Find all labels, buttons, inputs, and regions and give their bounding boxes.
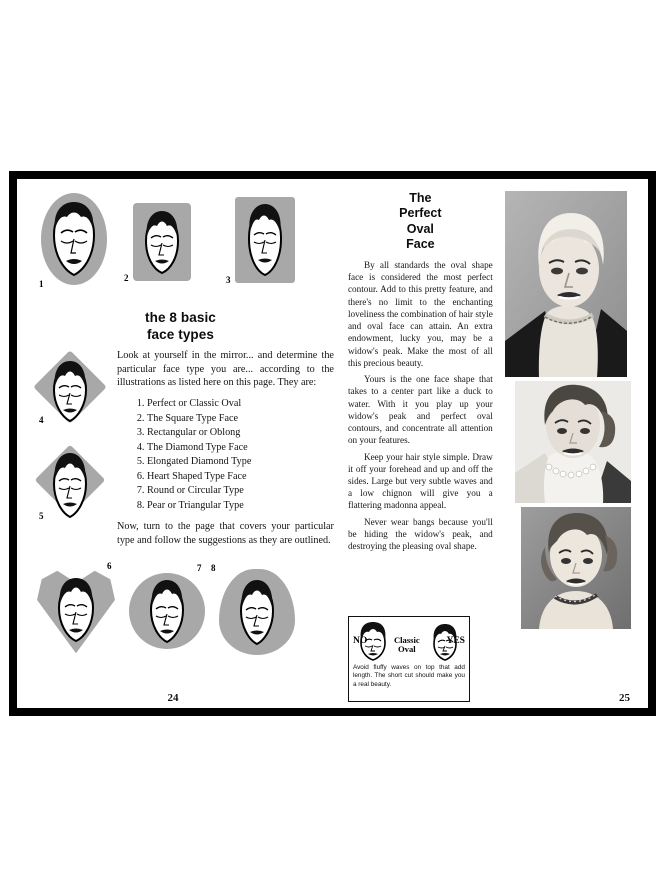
inset-caption: Avoid fluffy waves on top that add length. The short cut should make you a real beauty. xyxy=(352,664,465,688)
face-figure-2 xyxy=(124,203,191,283)
list-item: 3. Rectangular or Oblong xyxy=(147,426,334,440)
right-page-title xyxy=(348,191,493,252)
face-figure-number: 6 xyxy=(107,561,112,572)
face-figure-number: 5 xyxy=(39,510,44,521)
page-number-right: 25 xyxy=(618,692,630,704)
classic-oval-inset-box xyxy=(348,616,470,702)
photo-blonde-short-curls xyxy=(505,191,627,377)
photo-column xyxy=(499,189,638,708)
photograph-artwork xyxy=(521,507,631,629)
list-item: 4. The Diamond Type Face xyxy=(147,441,334,455)
face-figure-5 xyxy=(35,445,105,525)
face-illustration xyxy=(129,569,205,653)
right-body-text xyxy=(348,259,493,552)
list-item: 1. Perfect or Classic Oval xyxy=(147,397,334,411)
inset-center-label xyxy=(394,636,420,654)
face-illustration xyxy=(133,203,191,281)
face-illustration xyxy=(35,445,105,525)
inset-label-no: NO xyxy=(352,636,368,646)
list-item: 2. The Square Type Face xyxy=(147,412,334,426)
right-text-column xyxy=(348,189,499,708)
face-figure-7 xyxy=(129,563,205,653)
title-line-3: Oval xyxy=(406,221,434,236)
paragraph: By all standards the oval shape face is considered the most perfect contour. Add to this pretty feature, and there's no limit to the enchanting loveliness the combination of hair style and oval face can attain. An extra endowment, lucky you, may be a widow's peak. Make the most of all this precious beauty. xyxy=(347,260,493,368)
photo-woman-choker-bare-shoulders xyxy=(521,507,631,629)
left-page-middle xyxy=(27,349,334,556)
inset-label-yes: YES xyxy=(446,636,465,646)
face-figure-number: 8 xyxy=(211,563,216,574)
inset-face-pair xyxy=(353,620,465,662)
face-illustration xyxy=(35,353,105,429)
title-line-2: Perfect xyxy=(399,206,442,221)
paragraph: Never wear bangs because you'll be hiding the widow's peak, and destroying the pleasing oval shape. xyxy=(347,516,493,552)
face-figure-8 xyxy=(211,563,295,655)
intro-paragraph: Look at yourself in the mirror... and determine the particular face type you are... according to the illustrations as listed here on this page. They are: xyxy=(117,349,334,389)
inset-center-line-1: Classic xyxy=(393,635,420,645)
list-item: 5. Elongated Diamond Type xyxy=(147,455,334,469)
face-illustration xyxy=(37,567,115,653)
face-figures-row-bottom xyxy=(27,559,334,677)
left-page-headline xyxy=(27,309,334,344)
closing-paragraph: Now, turn to the page that covers your particular type and follow the suggestions as they are outlined. xyxy=(117,521,334,547)
face-figure-1 xyxy=(39,193,107,289)
headline-line-1: the 8 basic xyxy=(145,310,216,325)
photograph-artwork xyxy=(505,191,627,377)
right-page-layout xyxy=(348,189,638,708)
list-item: 7. Round or Circular Type xyxy=(147,484,334,498)
face-figure-number: 2 xyxy=(124,273,129,283)
face-type-list xyxy=(117,397,334,513)
list-item: 6. Heart Shaped Type Face xyxy=(147,470,334,484)
face-figure-6 xyxy=(37,561,115,653)
title-line-1: The xyxy=(409,191,432,205)
face-illustration xyxy=(41,193,107,285)
face-figure-number: 4 xyxy=(39,414,44,425)
headline-line-2: face types xyxy=(146,327,214,343)
paragraph: Keep your hair style simple. Draw it off your forehead and up and off the sides. Large but very subtle waves and a low chignon will give you a flattering madonna appeal. xyxy=(347,451,493,511)
face-figure-number: 1 xyxy=(39,279,44,289)
page-pair xyxy=(17,179,648,708)
face-figure-number: 3 xyxy=(226,275,231,285)
inset-verdict-labels xyxy=(353,636,465,654)
title-line-4: Face xyxy=(406,236,435,251)
face-illustration xyxy=(235,197,295,283)
face-figure-4 xyxy=(35,353,105,429)
left-page-text xyxy=(113,349,334,556)
paragraph: Yours is the one face shape that takes to a center part like a duck to water. With it you play up your widow's peak and perfect oval contours, and concentrate all attention on your features. xyxy=(347,374,493,446)
face-figures-row-top xyxy=(27,189,334,307)
book-spread xyxy=(9,171,656,716)
face-figures-column xyxy=(27,349,113,556)
list-item: 8. Pear or Triangular Type xyxy=(147,499,334,513)
face-figure-number: 7 xyxy=(197,563,202,574)
photo-woman-pearls-smiling xyxy=(515,381,631,503)
face-illustration xyxy=(219,569,295,655)
page-number-left: 24 xyxy=(167,692,179,704)
left-page xyxy=(17,179,342,708)
right-page xyxy=(342,179,648,708)
inset-center-line-2: Oval xyxy=(397,644,416,655)
photograph-artwork xyxy=(515,381,631,503)
face-figure-3 xyxy=(226,197,295,285)
